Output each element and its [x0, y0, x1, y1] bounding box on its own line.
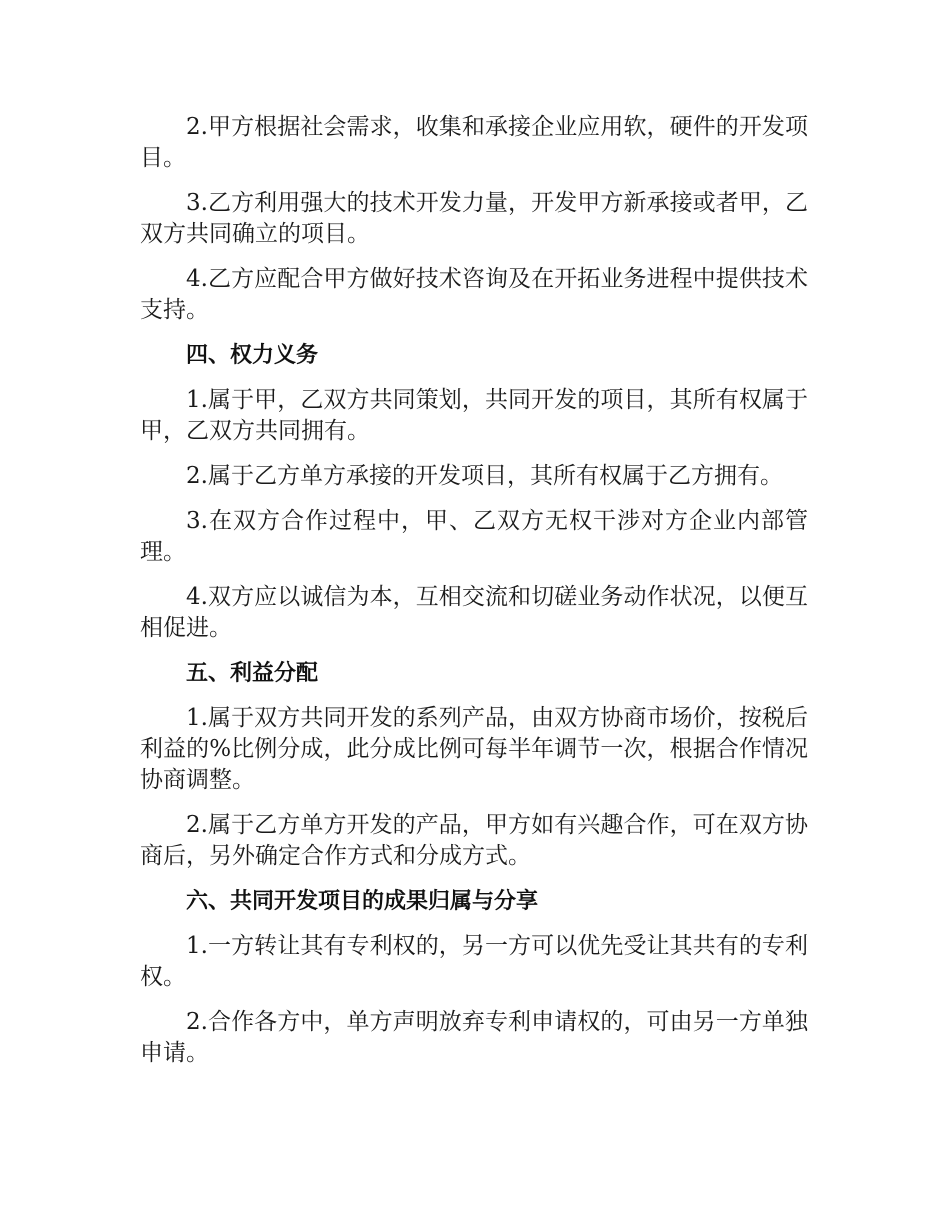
- paragraph-results-1: 1.一方转让其有专利权的，另一方可以优先受让其共有的专利权。: [140, 933, 808, 990]
- document-page: [140, 112, 808, 1083]
- paragraph-clause-4: 4.乙方应配合甲方做好技术咨询及在开拓业务进程中提供技术支持。: [140, 266, 808, 323]
- paragraph-rights-4: 4.双方应以诚信为本，互相交流和切磋业务动作状况，以便互相促进。: [140, 584, 808, 641]
- paragraph-profit-1: 1.属于双方共同开发的系列产品，由双方协商市场价，按税后利益的%比例分成，此分成比例可每半年调节一次，根据合作情况协商调整。: [140, 705, 808, 793]
- paragraph-rights-3: 3.在双方合作过程中，甲、乙双方无权干涉对方企业内部管理。: [140, 508, 808, 565]
- section-heading-results-ownership: 六、共同开发项目的成果归属与分享: [186, 889, 539, 914]
- paragraph-rights-2: 2.属于乙方单方承接的开发项目，其所有权属于乙方拥有。: [186, 463, 783, 489]
- section-heading-rights-obligations: 四、权力义务: [186, 343, 319, 368]
- paragraph-profit-2: 2.属于乙方单方开发的产品，甲方如有兴趣合作，可在双方协商后，另外确定合作方式和分成方式。: [140, 812, 808, 869]
- section-heading-profit-distribution: 五、利益分配: [186, 661, 319, 686]
- paragraph-clause-2: 2.甲方根据社会需求，收集和承接企业应用软，硬件的开发项目。: [140, 114, 808, 171]
- paragraph-rights-1: 1.属于甲，乙双方共同策划，共同开发的项目，其所有权属于甲，乙双方共同拥有。: [140, 387, 808, 444]
- paragraph-clause-3: 3.乙方利用强大的技术开发力量，开发甲方新承接或者甲，乙双方共同确立的项目。: [140, 190, 808, 247]
- paragraph-results-2: 2.合作各方中，单方声明放弃专利申请权的，可由另一方单独申请。: [140, 1009, 808, 1066]
